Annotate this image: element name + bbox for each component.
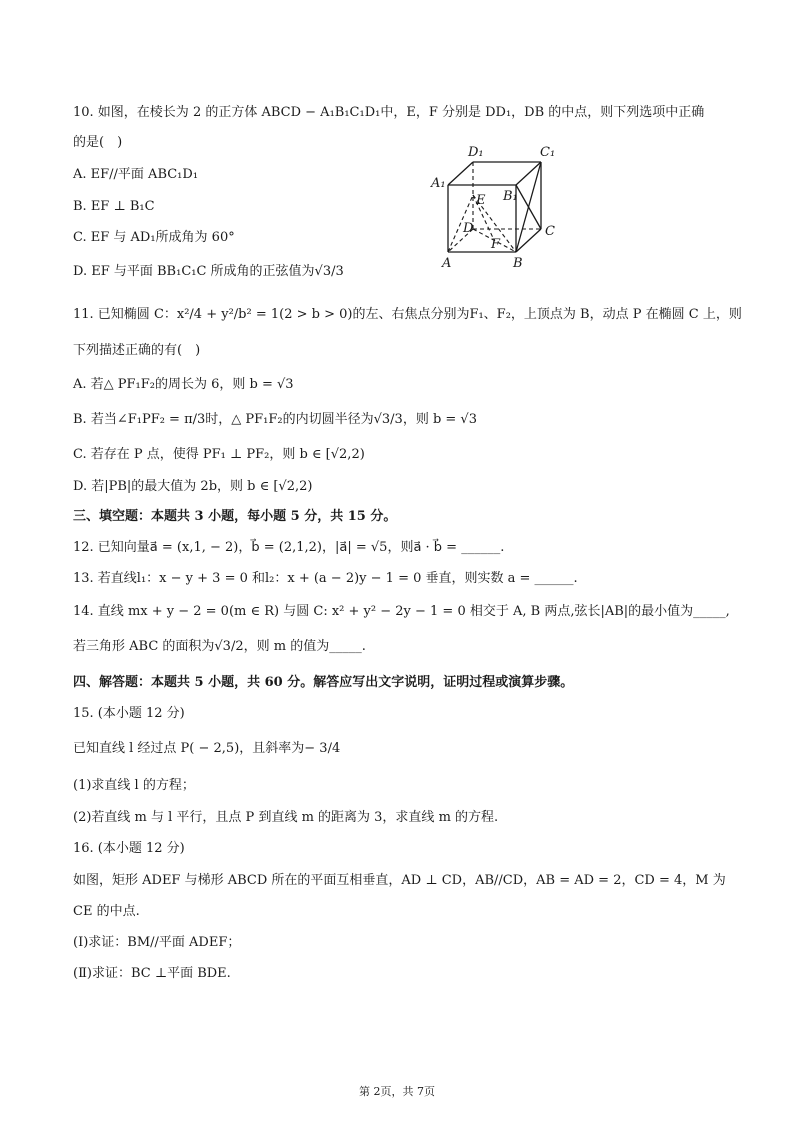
q11-option-c: C. 若存在 P 点，使得 PF₁ ⊥ PF₂，则 b ∈ [√2,2)	[73, 447, 365, 462]
q12: 12. 已知向量a⃗ = (x,1, − 2)，b⃗ = (2,1,2)，|a⃗| = √5，则a⃗ · b⃗ = ______.	[73, 540, 505, 555]
label-b: B	[513, 256, 523, 270]
section-3-heading: 三、填空题：本题共 3 小题，每小题 5 分，共 15 分。	[73, 509, 397, 524]
q10-stem-line2: 的是( )	[73, 135, 123, 150]
label-b1: B₁	[503, 189, 518, 204]
q11-option-b: B. 若当∠F₁PF₂ = π/3时，△ PF₁F₂的内切圆半径为√3/3，则 b = √3	[73, 412, 477, 427]
q16-part2: (Ⅱ)求证：BC ⊥平面 BDE.	[73, 966, 231, 981]
label-a1: A₁	[431, 176, 446, 191]
label-d: D	[463, 221, 474, 236]
q15-heading: 15. (本小题 12 分)	[73, 706, 185, 721]
q10-option-d: D. EF 与平面 BB₁C₁C 所成角的正弦值为√3/3	[73, 264, 344, 279]
q14-line1: 14. 直线 mx + y − 2 = 0(m ∈ R) 与圆 C: x² + y² − 2y − 1 = 0 相交于 A, B 两点,弦长|AB|的最小值为_____,	[73, 604, 730, 619]
edge-a1d1	[448, 162, 473, 185]
label-d1: D₁	[468, 145, 484, 160]
q15-part1: (1)求直线 l 的方程；	[73, 778, 195, 793]
cube-figure	[428, 140, 568, 270]
q11-option-d: D. 若|PB|的最大值为 2b，则 b ∈ [√2,2)	[73, 479, 313, 494]
q15-part2: (2)若直线 m 与 l 平行，且点 P 到直线 m 的距离为 3，求直线 m 的方程.	[73, 810, 499, 825]
section-4-heading: 四、解答题：本题共 5 小题，共 60 分。解答应写出文字说明，证明过程或演算步骤。	[73, 675, 574, 690]
label-a: A	[442, 256, 452, 270]
q14-line2: 若三角形 ABC 的面积为√3/2，则 m 的值为_____.	[73, 639, 366, 654]
label-f: F	[491, 237, 501, 252]
label-e: E	[476, 193, 486, 208]
label-c1: C₁	[540, 145, 556, 160]
q11-stem-line2: 下列描述正确的有( )	[73, 343, 201, 358]
page-footer: 第 2页，共 7页	[359, 1085, 435, 1098]
q11-stem-line1: 11. 已知椭圆 C：x²/4 + y²/b² = 1(2 > b > 0)的左、右焦点分别为F₁、F₂，上顶点为 B，动点 P 在椭圆 C 上，则	[73, 307, 742, 322]
edge-bc1	[516, 162, 541, 252]
q16-stem-line1: 如图，矩形 ADEF 与梯形 ABCD 所在的平面互相垂直，AD ⊥ CD，AB//CD，AB = AD = 2，CD = 4，M 为	[73, 873, 726, 888]
label-c: C	[545, 224, 555, 239]
q11-option-a: A. 若△ PF₁F₂的周长为 6，则 b = √3	[73, 377, 294, 392]
q16-part1: (Ⅰ)求证：BM//平面 ADEF；	[73, 935, 241, 950]
q10-stem-line1: 10. 如图，在棱长为 2 的正方体 ABCD − A₁B₁C₁D₁中，E，F 分别是 DD₁，DB 的中点，则下列选项中正确	[73, 105, 705, 120]
q16-heading: 16. (本小题 12 分)	[73, 841, 185, 856]
q10-option-b: B. EF ⊥ B₁C	[73, 199, 155, 214]
q16-stem-line2: CE 的中点.	[73, 904, 140, 919]
q13: 13. 若直线l₁：x − y + 3 = 0 和l₂：x + (a − 2)y − 1 = 0 垂直，则实数 a = ______.	[73, 571, 578, 586]
q10-option-a: A. EF//平面 ABC₁D₁	[73, 167, 199, 182]
q15-stem: 已知直线 l 经过点 P( − 2,5)，且斜率为− 3/4	[73, 741, 341, 756]
q10-option-c: C. EF 与 AD₁所成角为 60°	[73, 230, 235, 245]
